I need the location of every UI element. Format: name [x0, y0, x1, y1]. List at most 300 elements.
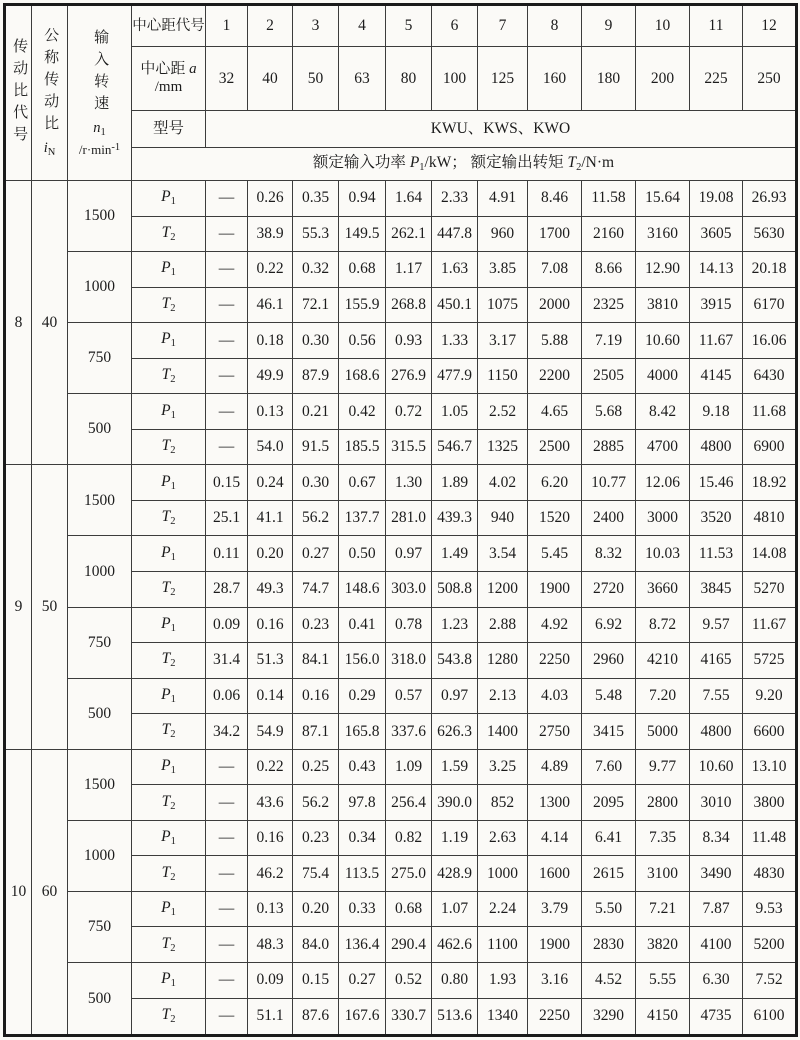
value-cell: 4800	[690, 714, 743, 750]
value-cell: 1.23	[432, 607, 478, 643]
value-cell: 1200	[478, 572, 528, 608]
speed-cell: 750	[68, 323, 132, 394]
value-cell: 3820	[636, 927, 690, 963]
value-cell: 337.6	[386, 714, 432, 750]
value-cell: 5000	[636, 714, 690, 750]
value-cell: 0.16	[248, 820, 293, 856]
value-cell: 3.16	[528, 963, 582, 999]
value-cell: 262.1	[386, 216, 432, 252]
data-row	[5, 963, 797, 999]
value-cell: 3915	[690, 287, 743, 323]
value-cell: —	[206, 820, 248, 856]
distance-cell: 180	[582, 47, 636, 111]
value-cell: —	[206, 891, 248, 927]
value-cell: 4735	[690, 998, 743, 1035]
value-cell: 3.54	[478, 536, 528, 572]
value-cell: 7.87	[690, 891, 743, 927]
value-cell: 0.09	[206, 607, 248, 643]
value-cell: 2000	[528, 287, 582, 323]
value-cell: —	[206, 856, 248, 892]
row-label-t2: $T_2$	[132, 500, 206, 536]
distance-cell: 63	[339, 47, 386, 111]
value-cell: 2830	[582, 927, 636, 963]
value-cell: 1520	[528, 500, 582, 536]
value-cell: —	[206, 181, 248, 217]
value-cell: 46.2	[248, 856, 293, 892]
value-cell: 4165	[690, 643, 743, 679]
value-cell: 7.21	[636, 891, 690, 927]
value-cell: 303.0	[386, 572, 432, 608]
value-cell: 1280	[478, 643, 528, 679]
speed-cell: 500	[68, 394, 132, 465]
value-cell: 1075	[478, 287, 528, 323]
value-cell: 0.93	[386, 323, 432, 359]
nominal-ratio-symbol: $i_N$	[43, 139, 56, 158]
value-cell: 3100	[636, 856, 690, 892]
code-cell: 12	[743, 5, 797, 47]
value-cell: 281.0	[386, 500, 432, 536]
value-cell: 2250	[528, 643, 582, 679]
code-cell: 4	[339, 5, 386, 47]
value-cell: 2250	[528, 998, 582, 1035]
value-cell: 3290	[582, 998, 636, 1035]
value-cell: 87.6	[293, 998, 339, 1035]
speed-cell: 1500	[68, 181, 132, 252]
value-cell: 0.20	[293, 891, 339, 927]
value-cell: 1.59	[432, 749, 478, 785]
value-cell: 2.33	[432, 181, 478, 217]
value-cell: 2505	[582, 358, 636, 394]
rating-note: 额定输入功率 $P_1/kW$； 额定输出转矩 $T_2/N\cdot m$	[132, 148, 797, 181]
code-cell: 6	[432, 5, 478, 47]
value-cell: 4830	[743, 856, 797, 892]
row-label-p1: $P_1$	[132, 394, 206, 430]
nominal-ratio-header	[32, 5, 68, 181]
value-cell: 34.2	[206, 714, 248, 750]
value-cell: 72.1	[293, 287, 339, 323]
value-cell: —	[206, 429, 248, 465]
value-cell: 508.8	[432, 572, 478, 608]
value-cell: 11.68	[743, 394, 797, 430]
speed-cell: 500	[68, 678, 132, 749]
data-row	[5, 323, 797, 359]
data-row	[5, 536, 797, 572]
value-cell: 5725	[743, 643, 797, 679]
value-cell: 256.4	[386, 785, 432, 821]
value-cell: —	[206, 287, 248, 323]
value-cell: 0.15	[206, 465, 248, 501]
input-speed-header-label: 输入转速	[92, 28, 109, 117]
value-cell: 74.7	[293, 572, 339, 608]
ratio-code-header-label: 传动比代号	[11, 38, 28, 148]
value-cell: 0.94	[339, 181, 386, 217]
data-row	[5, 252, 797, 288]
value-cell: 0.24	[248, 465, 293, 501]
value-cell: 84.0	[293, 927, 339, 963]
distance-cell: 80	[386, 47, 432, 111]
value-cell: 155.9	[339, 287, 386, 323]
value-cell: —	[206, 749, 248, 785]
value-cell: 2800	[636, 785, 690, 821]
value-cell: 3.79	[528, 891, 582, 927]
value-cell: 11.48	[743, 820, 797, 856]
value-cell: 4700	[636, 429, 690, 465]
value-cell: 49.9	[248, 358, 293, 394]
nominal-ratio-cell: 50	[32, 465, 68, 749]
value-cell: 5200	[743, 927, 797, 963]
value-cell: 0.97	[386, 536, 432, 572]
value-cell: 4000	[636, 358, 690, 394]
value-cell: 428.9	[432, 856, 478, 892]
value-cell: 4.92	[528, 607, 582, 643]
value-cell: 1000	[478, 856, 528, 892]
value-cell: 2.88	[478, 607, 528, 643]
value-cell: 136.4	[339, 927, 386, 963]
value-cell: 7.19	[582, 323, 636, 359]
speed-cell: 750	[68, 891, 132, 962]
model-label: 型号	[132, 111, 206, 148]
value-cell: 11.67	[743, 607, 797, 643]
nominal-ratio-cell: 60	[32, 749, 68, 1035]
speed-cell: 750	[68, 607, 132, 678]
value-cell: 18.92	[743, 465, 797, 501]
value-cell: 0.16	[248, 607, 293, 643]
value-cell: 4.03	[528, 678, 582, 714]
input-speed-header	[68, 5, 132, 181]
value-cell: 1300	[528, 785, 582, 821]
value-cell: 2500	[528, 429, 582, 465]
value-cell: 1900	[528, 927, 582, 963]
value-cell: 2885	[582, 429, 636, 465]
code-cell: 9	[582, 5, 636, 47]
value-cell: —	[206, 927, 248, 963]
nominal-ratio-header-content	[32, 6, 67, 180]
distance-cell: 40	[248, 47, 293, 111]
code-cell: 3	[293, 5, 339, 47]
value-cell: 439.3	[432, 500, 478, 536]
value-cell: 75.4	[293, 856, 339, 892]
value-cell: 1.07	[432, 891, 478, 927]
value-cell: 168.6	[339, 358, 386, 394]
value-cell: 0.97	[432, 678, 478, 714]
value-cell: 167.6	[339, 998, 386, 1035]
value-cell: 3800	[743, 785, 797, 821]
value-cell: 51.1	[248, 998, 293, 1035]
value-cell: 0.52	[386, 963, 432, 999]
value-cell: 87.1	[293, 714, 339, 750]
value-cell: 4810	[743, 500, 797, 536]
value-cell: 6600	[743, 714, 797, 750]
value-cell: 6.92	[582, 607, 636, 643]
value-cell: 7.55	[690, 678, 743, 714]
value-cell: 3520	[690, 500, 743, 536]
header-row-codes	[5, 5, 797, 47]
row-label-p1: $P_1$	[132, 607, 206, 643]
code-cell: 8	[528, 5, 582, 47]
input-speed-symbol: $n_1$	[93, 119, 106, 138]
value-cell: 0.72	[386, 394, 432, 430]
value-cell: 8.46	[528, 181, 582, 217]
ratio-code-header	[5, 5, 32, 181]
value-cell: 0.11	[206, 536, 248, 572]
value-cell: 5.55	[636, 963, 690, 999]
code-cell: 11	[690, 5, 743, 47]
value-cell: 113.5	[339, 856, 386, 892]
value-cell: —	[206, 216, 248, 252]
value-cell: 10.60	[636, 323, 690, 359]
value-cell: 0.16	[293, 678, 339, 714]
value-cell: 0.13	[248, 891, 293, 927]
nominal-ratio-cell: 40	[32, 181, 68, 465]
value-cell: 6900	[743, 429, 797, 465]
value-cell: 3160	[636, 216, 690, 252]
ratio-code-cell: 8	[5, 181, 32, 465]
row-label-t2: $T_2$	[132, 856, 206, 892]
data-row	[5, 465, 797, 501]
value-cell: 56.2	[293, 785, 339, 821]
value-cell: 2.13	[478, 678, 528, 714]
value-cell: 5630	[743, 216, 797, 252]
nominal-ratio-header-label: 公称传动比	[42, 26, 59, 137]
value-cell: 0.50	[339, 536, 386, 572]
value-cell: 0.13	[248, 394, 293, 430]
ratio-code-header-content	[6, 6, 31, 180]
center-distance-label: 中心距 a /mm	[132, 47, 206, 111]
speed-cell: 1500	[68, 749, 132, 820]
input-speed-header-content	[68, 6, 131, 180]
value-cell: 15.46	[690, 465, 743, 501]
value-cell: —	[206, 394, 248, 430]
data-row	[5, 607, 797, 643]
value-cell: 0.23	[293, 607, 339, 643]
value-cell: 8.34	[690, 820, 743, 856]
value-cell: 0.78	[386, 607, 432, 643]
value-cell: 450.1	[432, 287, 478, 323]
value-cell: 513.6	[432, 998, 478, 1035]
value-cell: 5.88	[528, 323, 582, 359]
value-cell: 12.90	[636, 252, 690, 288]
value-cell: 43.6	[248, 785, 293, 821]
value-cell: 2095	[582, 785, 636, 821]
value-cell: 8.42	[636, 394, 690, 430]
row-label-t2: $T_2$	[132, 714, 206, 750]
value-cell: 0.33	[339, 891, 386, 927]
value-cell: 9.20	[743, 678, 797, 714]
value-cell: 447.8	[432, 216, 478, 252]
value-cell: 0.30	[293, 323, 339, 359]
value-cell: 2960	[582, 643, 636, 679]
value-cell: 2.63	[478, 820, 528, 856]
row-label-p1: $P_1$	[132, 963, 206, 999]
value-cell: —	[206, 323, 248, 359]
value-cell: 0.23	[293, 820, 339, 856]
row-label-p1: $P_1$	[132, 252, 206, 288]
value-cell: 1600	[528, 856, 582, 892]
value-cell: —	[206, 963, 248, 999]
value-cell: 149.5	[339, 216, 386, 252]
value-cell: 2400	[582, 500, 636, 536]
value-cell: 0.67	[339, 465, 386, 501]
distance-cell: 250	[743, 47, 797, 111]
value-cell: 0.56	[339, 323, 386, 359]
distance-cell: 125	[478, 47, 528, 111]
value-cell: 4150	[636, 998, 690, 1035]
value-cell: 11.58	[582, 181, 636, 217]
value-cell: 5270	[743, 572, 797, 608]
value-cell: 97.8	[339, 785, 386, 821]
value-cell: 0.18	[248, 323, 293, 359]
speed-cell: 1000	[68, 252, 132, 323]
value-cell: 0.35	[293, 181, 339, 217]
value-cell: —	[206, 252, 248, 288]
value-cell: 41.1	[248, 500, 293, 536]
row-label-p1: $P_1$	[132, 536, 206, 572]
value-cell: 6.20	[528, 465, 582, 501]
data-row	[5, 394, 797, 430]
value-cell: 20.18	[743, 252, 797, 288]
value-cell: 3.25	[478, 749, 528, 785]
value-cell: 87.9	[293, 358, 339, 394]
distance-cell: 225	[690, 47, 743, 111]
value-cell: 0.22	[248, 252, 293, 288]
value-cell: 2.52	[478, 394, 528, 430]
value-cell: 1340	[478, 998, 528, 1035]
value-cell: 8.32	[582, 536, 636, 572]
row-label-t2: $T_2$	[132, 998, 206, 1035]
value-cell: 0.41	[339, 607, 386, 643]
value-cell: 4800	[690, 429, 743, 465]
value-cell: 1150	[478, 358, 528, 394]
value-cell: 11.53	[690, 536, 743, 572]
code-cell: 1	[206, 5, 248, 47]
value-cell: 55.3	[293, 216, 339, 252]
value-cell: 462.6	[432, 927, 478, 963]
value-cell: 13.10	[743, 749, 797, 785]
value-cell: 4.02	[478, 465, 528, 501]
code-cell: 10	[636, 5, 690, 47]
value-cell: 0.15	[293, 963, 339, 999]
model-value: KWU、KWS、KWO	[206, 111, 797, 148]
ratio-code-cell: 10	[5, 749, 32, 1035]
value-cell: 11.67	[690, 323, 743, 359]
value-cell: 3010	[690, 785, 743, 821]
value-cell: 19.08	[690, 181, 743, 217]
value-cell: 290.4	[386, 927, 432, 963]
value-cell: 137.7	[339, 500, 386, 536]
value-cell: 4.91	[478, 181, 528, 217]
gear-reducer-spec-table	[3, 3, 798, 1037]
value-cell: 10.77	[582, 465, 636, 501]
value-cell: 5.50	[582, 891, 636, 927]
value-cell: 1.09	[386, 749, 432, 785]
value-cell: 1.30	[386, 465, 432, 501]
value-cell: 25.1	[206, 500, 248, 536]
value-cell: 543.8	[432, 643, 478, 679]
value-cell: 1700	[528, 216, 582, 252]
value-cell: 0.82	[386, 820, 432, 856]
row-label-t2: $T_2$	[132, 927, 206, 963]
row-label-p1: $P_1$	[132, 181, 206, 217]
value-cell: 1.17	[386, 252, 432, 288]
distance-cell: 160	[528, 47, 582, 111]
value-cell: 0.43	[339, 749, 386, 785]
value-cell: 1.64	[386, 181, 432, 217]
value-cell: 315.5	[386, 429, 432, 465]
value-cell: 268.8	[386, 287, 432, 323]
value-cell: 4145	[690, 358, 743, 394]
row-label-t2: $T_2$	[132, 358, 206, 394]
value-cell: 16.06	[743, 323, 797, 359]
ratio-code-cell: 9	[5, 465, 32, 749]
row-label-t2: $T_2$	[132, 785, 206, 821]
value-cell: 6.30	[690, 963, 743, 999]
value-cell: 3810	[636, 287, 690, 323]
value-cell: 54.0	[248, 429, 293, 465]
value-cell: 0.14	[248, 678, 293, 714]
value-cell: 26.93	[743, 181, 797, 217]
value-cell: 0.68	[339, 252, 386, 288]
value-cell: 51.3	[248, 643, 293, 679]
value-cell: 84.1	[293, 643, 339, 679]
value-cell: 330.7	[386, 998, 432, 1035]
value-cell: 4100	[690, 927, 743, 963]
value-cell: 148.6	[339, 572, 386, 608]
value-cell: 0.30	[293, 465, 339, 501]
value-cell: 9.18	[690, 394, 743, 430]
value-cell: 7.08	[528, 252, 582, 288]
value-cell: 2720	[582, 572, 636, 608]
value-cell: 1.89	[432, 465, 478, 501]
value-cell: 7.35	[636, 820, 690, 856]
value-cell: 1400	[478, 714, 528, 750]
value-cell: —	[206, 785, 248, 821]
value-cell: 8.72	[636, 607, 690, 643]
value-cell: 0.26	[248, 181, 293, 217]
distance-cell: 100	[432, 47, 478, 111]
value-cell: 31.4	[206, 643, 248, 679]
value-cell: 1900	[528, 572, 582, 608]
value-cell: 3415	[582, 714, 636, 750]
value-cell: 5.45	[528, 536, 582, 572]
value-cell: 8.66	[582, 252, 636, 288]
value-cell: 0.68	[386, 891, 432, 927]
row-label-p1: $P_1$	[132, 820, 206, 856]
value-cell: 0.32	[293, 252, 339, 288]
value-cell: 0.25	[293, 749, 339, 785]
value-cell: 1100	[478, 927, 528, 963]
row-label-p1: $P_1$	[132, 678, 206, 714]
value-cell: 54.9	[248, 714, 293, 750]
value-cell: 3.85	[478, 252, 528, 288]
value-cell: 4.65	[528, 394, 582, 430]
value-cell: 940	[478, 500, 528, 536]
value-cell: 0.34	[339, 820, 386, 856]
value-cell: 0.42	[339, 394, 386, 430]
value-cell: 12.06	[636, 465, 690, 501]
value-cell: 276.9	[386, 358, 432, 394]
value-cell: 0.27	[339, 963, 386, 999]
value-cell: 3000	[636, 500, 690, 536]
value-cell: 10.03	[636, 536, 690, 572]
value-cell: 48.3	[248, 927, 293, 963]
value-cell: 0.09	[248, 963, 293, 999]
distance-cell: 200	[636, 47, 690, 111]
speed-cell: 500	[68, 963, 132, 1036]
value-cell: 0.22	[248, 749, 293, 785]
value-cell: 1.49	[432, 536, 478, 572]
row-label-t2: $T_2$	[132, 287, 206, 323]
value-cell: 2160	[582, 216, 636, 252]
